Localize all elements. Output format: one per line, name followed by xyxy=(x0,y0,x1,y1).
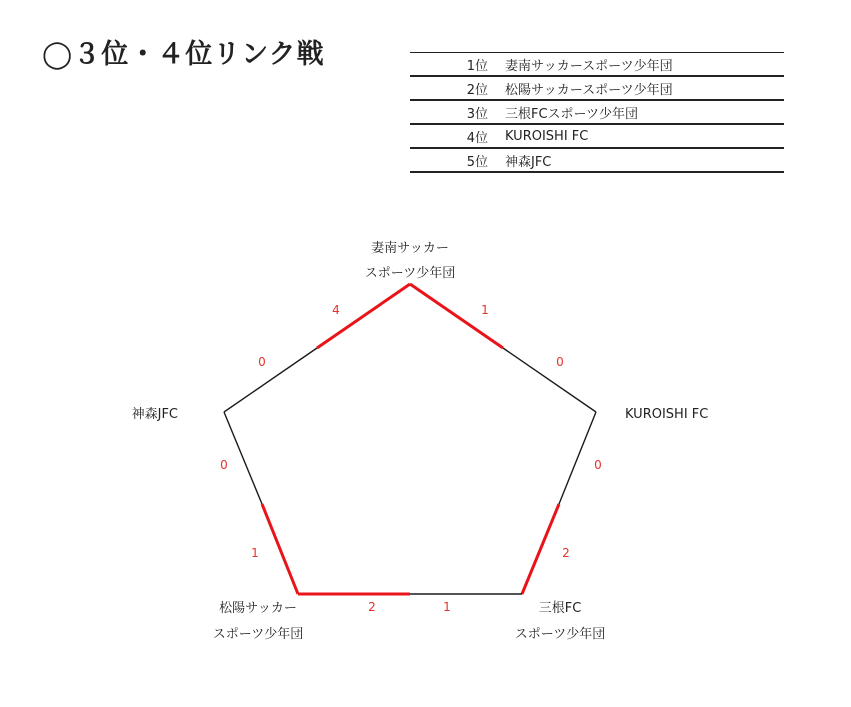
edge-half-kamori-side xyxy=(224,412,262,504)
match-shoyo-kamori xyxy=(224,412,298,594)
team-name: 妻南サッカースポーツ少年団 xyxy=(505,58,673,74)
edge-half-tsuma-side xyxy=(317,284,410,348)
score-shoyo-vs-mine: 2 xyxy=(368,600,376,614)
node-label-tsuma: スポーツ少年団 xyxy=(364,266,456,281)
node-label-kuroishi: KUROISHI FC xyxy=(625,407,709,422)
score-shoyo-vs-kamori: 1 xyxy=(251,546,259,560)
score-mine-vs-kuroishi: 2 xyxy=(562,546,570,560)
score-kuroishi-vs-tsuma: 0 xyxy=(556,355,564,369)
team-name: KUROISHI FC xyxy=(505,128,589,144)
team-name: 三根FCスポーツ少年団 xyxy=(505,106,639,122)
edge-half-kuroishi-side xyxy=(503,348,596,412)
score-kamori-vs-tsuma: 0 xyxy=(258,355,266,369)
rank-label: 2位 xyxy=(466,82,488,98)
edge-half-mine-side xyxy=(522,504,559,594)
edge-half-kuroishi-side xyxy=(559,412,596,504)
node-label-kamori: 神森JFC xyxy=(131,407,178,422)
node-label-shoyo: 松陽サッカー xyxy=(219,601,297,616)
edge-half-kamori-side xyxy=(224,348,317,412)
score-tsuma-vs-kuroishi: 1 xyxy=(481,303,489,317)
match-tsuma-kuroishi xyxy=(410,284,596,412)
node-label-mine: 三根FC xyxy=(538,601,582,616)
edge-half-tsuma-side xyxy=(410,284,503,348)
node-label-tsuma: 妻南サッカー xyxy=(371,241,449,256)
rank-label: 3位 xyxy=(466,106,488,122)
rank-label: 1位 xyxy=(466,58,488,74)
score-mine-vs-shoyo: 1 xyxy=(443,600,451,614)
node-label-shoyo: スポーツ少年団 xyxy=(212,627,304,642)
score-kuroishi-vs-mine: 0 xyxy=(594,458,602,472)
page-title: ◯３位・４位リンク戦 xyxy=(42,39,325,70)
rank-label: 4位 xyxy=(466,130,488,146)
score-kamori-vs-shoyo: 0 xyxy=(220,458,228,472)
team-name: 神森JFC xyxy=(505,154,552,170)
node-label-mine: スポーツ少年団 xyxy=(514,627,606,642)
score-tsuma-vs-kamori: 4 xyxy=(332,303,340,317)
edge-half-shoyo-side xyxy=(262,504,298,594)
team-name: 松陽サッカースポーツ少年団 xyxy=(505,82,673,98)
rank-label: 5位 xyxy=(466,154,488,170)
match-kamori-tsuma xyxy=(224,284,410,412)
match-kuroishi-mine xyxy=(522,412,596,594)
